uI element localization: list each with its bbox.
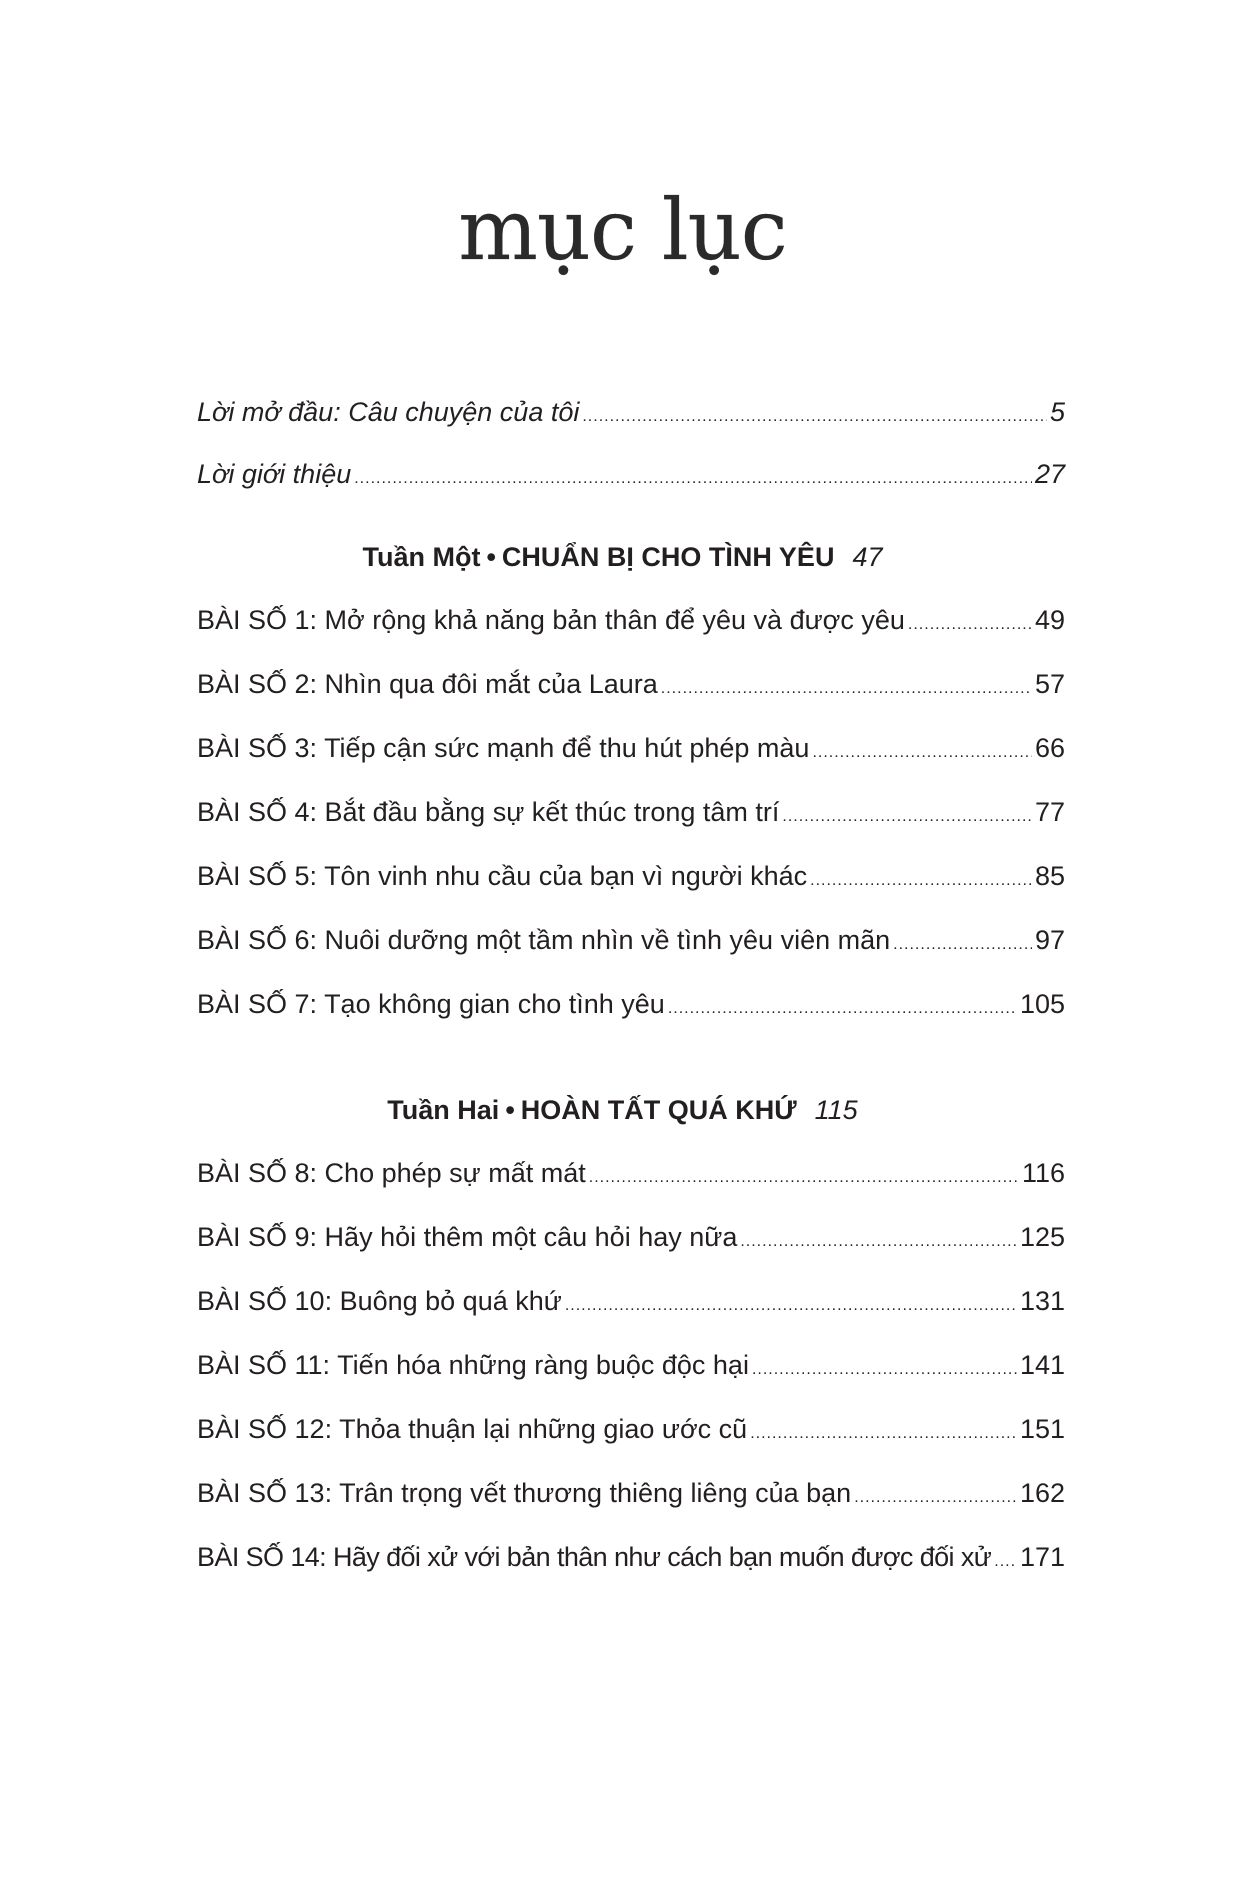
toc-entry-page: 105 (1019, 989, 1065, 1019)
dot-leader (750, 1416, 1017, 1452)
bullet-separator: • (505, 1095, 515, 1125)
dot-leader (854, 1480, 1017, 1516)
toc-entry-page: 49 (1034, 605, 1065, 635)
toc-entry-title: BÀI SỐ 6: Nuôi dưỡng một tầm nhìn về tình yêu viên mãn (197, 925, 891, 955)
dot-leader (994, 1544, 1017, 1580)
toc-entry-title: Lời giới thiệu (197, 459, 352, 489)
toc-entry-page: 151 (1019, 1414, 1065, 1444)
dot-leader (740, 1224, 1017, 1260)
toc-entry-lesson[interactable] (197, 730, 1065, 766)
toc-entry-page: 116 (1021, 1158, 1065, 1188)
toc-entry-lesson[interactable] (197, 1283, 1065, 1319)
toc-entry-page: 85 (1034, 861, 1065, 891)
toc-entry-lesson[interactable] (197, 1155, 1065, 1191)
dot-leader (582, 399, 1047, 435)
dot-leader (565, 1288, 1017, 1324)
toc-entry-lesson[interactable] (197, 1475, 1065, 1511)
toc-entry-title: BÀI SỐ 2: Nhìn qua đôi mắt của Laura (197, 669, 658, 699)
toc-entry-lesson[interactable] (197, 1347, 1065, 1383)
toc-entry-title: BÀI SỐ 7: Tạo không gian cho tình yêu (197, 989, 665, 1019)
toc-entry-lesson[interactable] (197, 1411, 1065, 1447)
dot-leader (810, 863, 1032, 899)
dot-leader (908, 607, 1032, 643)
week-heading[interactable] (0, 1092, 1245, 1128)
toc-entry-lesson[interactable] (197, 858, 1065, 894)
dot-leader (752, 1352, 1017, 1388)
toc-entry-introduction[interactable] (197, 456, 1065, 492)
toc-entry-title: BÀI SỐ 13: Trân trọng vết thương thiêng liêng của bạn (197, 1478, 852, 1508)
page-title: mục lục (458, 181, 787, 279)
toc-entry-title: BÀI SỐ 11: Tiến hóa những ràng buộc độc hại (197, 1350, 749, 1380)
toc-entry-page: 5 (1049, 397, 1065, 427)
toc-entry-prologue[interactable] (197, 394, 1065, 430)
week-page: 115 (814, 1095, 858, 1125)
bullet-separator: • (486, 542, 496, 572)
dot-leader (812, 735, 1032, 771)
toc-entry-title: BÀI SỐ 10: Buông bỏ quá khứ (197, 1286, 562, 1316)
toc-entry-title: BÀI SỐ 12: Thỏa thuận lại những giao ước cũ (197, 1414, 748, 1444)
week-page: 47 (852, 542, 883, 572)
week-theme: CHUẨN BỊ CHO TÌNH YÊU (501, 542, 835, 572)
toc-entry-lesson[interactable] (197, 794, 1065, 830)
toc-entry-page: 141 (1019, 1350, 1065, 1380)
toc-entry-lesson[interactable] (197, 922, 1065, 958)
toc-entry-title: BÀI SỐ 14: Hãy đối xử với bản thân như cách bạn muốn được đối xử (197, 1542, 992, 1572)
toc-entry-lesson[interactable] (197, 986, 1065, 1022)
toc-entry-page: 131 (1019, 1286, 1065, 1316)
toc-entry-page: 162 (1019, 1478, 1065, 1508)
toc-entry-title: BÀI SỐ 4: Bắt đầu bằng sự kết thúc trong tâm trí (197, 797, 780, 827)
toc-entry-lesson[interactable] (197, 602, 1065, 638)
week-heading[interactable] (0, 539, 1245, 575)
toc-entry-title: BÀI SỐ 1: Mở rộng khả năng bản thân để yêu và được yêu (197, 605, 905, 635)
toc-entry-lesson[interactable] (197, 1219, 1065, 1255)
toc-entry-title: BÀI SỐ 9: Hãy hỏi thêm một câu hỏi hay nữa (197, 1222, 738, 1252)
toc-entry-title: BÀI SỐ 5: Tôn vinh nhu cầu của bạn vì người khác (197, 861, 808, 891)
toc-entry-page: 125 (1019, 1222, 1065, 1252)
toc-entry-page: 27 (1034, 459, 1065, 489)
toc-entry-page: 77 (1034, 797, 1065, 827)
toc-entry-page: 171 (1019, 1542, 1065, 1572)
toc-entry-lesson[interactable] (197, 1539, 1065, 1575)
dot-leader (782, 799, 1032, 835)
dot-leader (589, 1160, 1019, 1196)
toc-entry-lesson[interactable] (197, 666, 1065, 702)
toc-entry-page: 97 (1034, 925, 1065, 955)
dot-leader (354, 461, 1032, 497)
dot-leader (668, 991, 1017, 1027)
toc-entry-title: Lời mở đầu: Câu chuyện của tôi (197, 397, 580, 427)
toc-entry-title: BÀI SỐ 3: Tiếp cận sức mạnh để thu hút phép màu (197, 733, 810, 763)
week-name: Tuần Hai (387, 1095, 500, 1125)
toc-entry-page: 66 (1034, 733, 1065, 763)
week-theme: HOÀN TẤT QUÁ KHỨ (520, 1095, 797, 1125)
dot-leader (893, 927, 1032, 963)
dot-leader (661, 671, 1032, 707)
toc-entry-title: BÀI SỐ 8: Cho phép sự mất mát (197, 1158, 586, 1188)
week-name: Tuần Một (362, 542, 481, 572)
toc-entry-page: 57 (1034, 669, 1065, 699)
